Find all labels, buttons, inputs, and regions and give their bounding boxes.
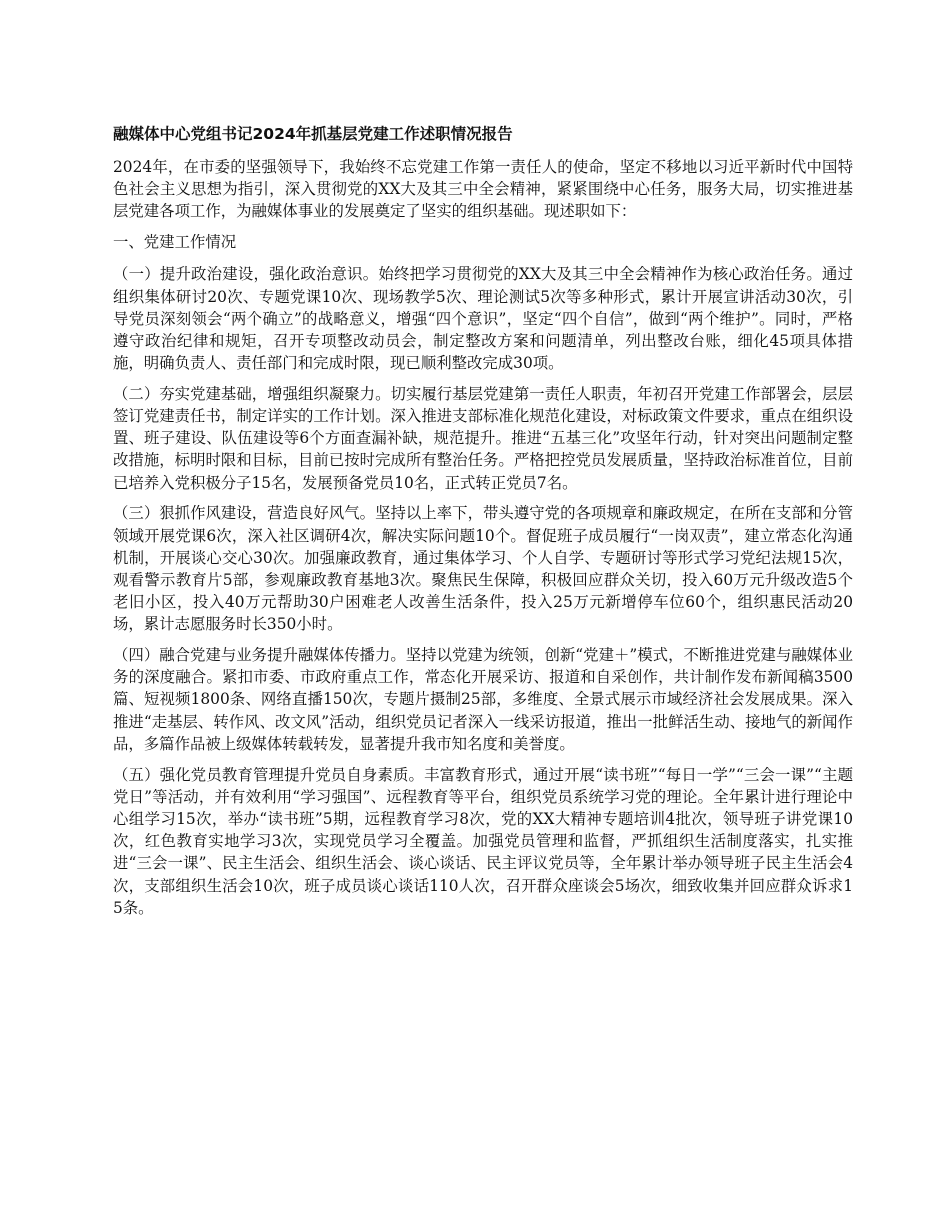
paragraph-political-building: （一）提升政治建设，强化政治意识。始终把学习贯彻党的XX大及其三中全会精神作为核心政治任务。通过组织集体研讨20次、专题党课10次、现场教学5次、理论测试5次等多种形式，累计开展宣讲活动30次，引导党员深刻领会“两个确立”的战略意义，增强“四个意识”，坚定“四个自信”，做到“两个维护”。同时，严格遵守政治纪律和规矩，召开专项整改动员会，制定整改方案和问题清单，列出整改台账，细化45项具体措施，明确负责人、责任部门和完成时限，现已顺利整改完成30项。: [113, 265, 853, 373]
paragraph-organization-foundation: （二）夯实党建基础，增强组织凝聚力。切实履行基层党建第一责任人职责，年初召开党建工作部署会，层层签订党建责任书，制定详实的工作计划。深入推进支部标准化规范化建设，对标政策文件要求，重点在组织设置、班子建设、队伍建设等6个方面查漏补缺，规范提升。推进“五基三化”攻坚年行动，针对突出问题制定整改措施，标明时限和目标，目前已按时完成所有整治任务。严格把控党员发展质量，坚持政治标准首位，目前已培养入党积极分子15名，发展预备党员10名，正式转正党员7名。: [113, 384, 853, 492]
intro-paragraph: 2024年，在市委的坚强领导下，我始终不忘党建工作第一责任人的使命，坚定不移地以习近平新时代中国特色社会主义思想为指引，深入贯彻党的XX大及其三中全会精神，紧紧围绕中心任务，服务大局，切实推进基层党建各项工作，为融媒体事业的发展奠定了坚实的组织基础。现述职如下：: [113, 158, 853, 221]
paragraph-work-style: （三）狠抓作风建设，营造良好风气。坚持以上率下，带头遵守党的各项规章和廉政规定，在所在支部和分管领域开展党课6次，深入社区调研4次，解决实际问题10个。督促班子成员履行“一岗双责”，建立常态化沟通机制，开展谈心交心30次。加强廉政教育，通过集体学习、个人自学、专题研讨等形式学习党纪法规15次，观看警示教育片5部，参观廉政教育基地3次。聚焦民生保障，积极回应群众关切，投入60万元升级改造5个老旧小区，投入40万元帮助30户困难老人改善生活条件，投入25万元新增停车位60个，组织惠民活动20场，累计志愿服务时长350小时。: [113, 504, 853, 634]
paragraph-member-education: （五）强化党员教育管理提升党员自身素质。丰富教育形式，通过开展“读书班”“每日一学”“三会一课”“主题党日”等活动，并有效利用“学习强国”、远程教育等平台，组织党员系统学习党的理论。全年累计进行理论中心组学习15次，举办“读书班”5期，远程教育学习8次，党的XX大精神专题培训4批次，领导班子讲党课10次，红色教育实地学习3次，实现党员学习全覆盖。加强党员管理和监督，严抓组织生活制度落实，扎实推进“三会一课”、民主生活会、组织生活会、谈心谈话、民主评议党员等，全年累计举办领导班子民主生活会4次，支部组织生活会10次，班子成员谈心谈话110人次，召开群众座谈会5场次，细致收集并回应群众诉求15条。: [113, 765, 853, 917]
document-title: 融媒体中心党组书记2024年抓基层党建工作述职情况报告: [113, 125, 513, 143]
document-page: [113, 122, 853, 928]
paragraph-media-integration: （四）融合党建与业务提升融媒体传播力。坚持以党建为统领，创新“党建＋”模式，不断推进党建与融媒体业务的深度融合。紧扣市委、市政府重点工作，常态化开展采访、报道和自采创作，共计制作发布新闻稿3500篇、短视频1800条、网络直播150次，专题片摄制25部，多维度、全景式展示市域经济社会发展成果。深入推进“走基层、转作风、改文风”活动，组织党员记者深入一线采访报道，推出一批鲜活生动、接地气的新闻作品，多篇作品被上级媒体转载转发，显著提升我市知名度和美誉度。: [113, 646, 853, 753]
section-heading: 一、党建工作情况: [113, 233, 237, 252]
